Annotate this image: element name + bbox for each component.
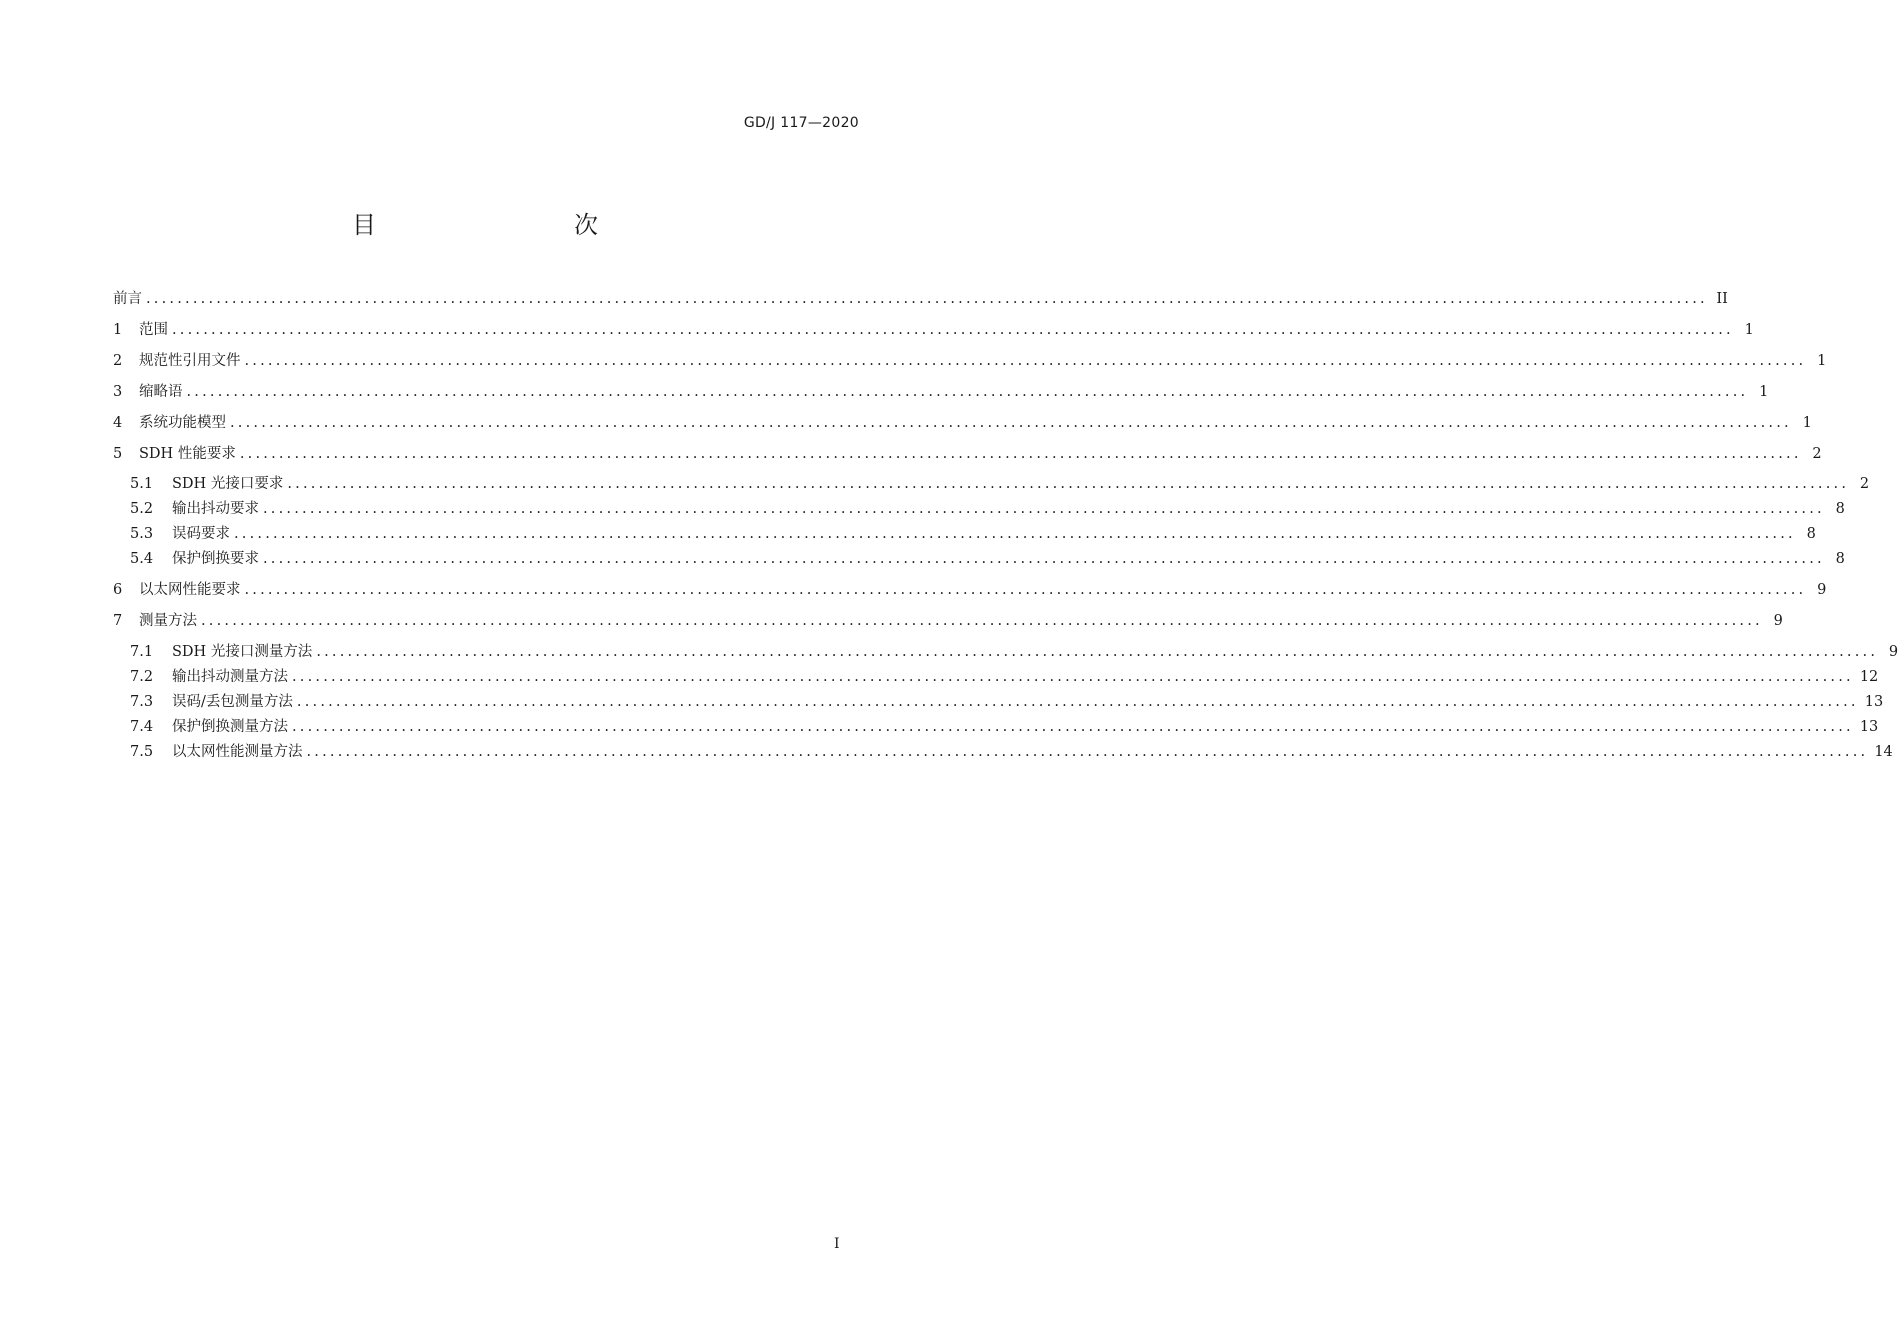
toc-entry-title: 测量方法 <box>139 613 197 629</box>
toc-leader-dots: ........................................................................................................................................................................................................ <box>244 582 1807 598</box>
toc-entry-title: SDH 光接口测量方法 <box>172 644 313 660</box>
toc-leader-dots: ........................................................................................................................................................................................................ <box>146 291 1708 307</box>
toc-entry-page: 9 <box>1817 582 1827 598</box>
toc-entry-number: 4 <box>113 415 123 431</box>
toc-entry-title: 规范性引用文件 <box>139 353 241 369</box>
toc-entry[interactable] <box>113 412 1812 434</box>
toc-entry-number: 7.1 <box>130 644 154 660</box>
toc-entry-title: 缩略语 <box>139 384 183 400</box>
toc-entry-number: 5.4 <box>130 551 154 567</box>
toc-leader-dots: ........................................................................................................................................................................................................ <box>263 551 1825 567</box>
toc-leader-dots: ........................................................................................................................................................................................................ <box>239 446 1802 462</box>
toc-entry[interactable] <box>130 548 1845 570</box>
toc-leader-dots: ........................................................................................................................................................................................................ <box>296 694 1859 710</box>
toc-entry-title: 前言 <box>113 291 142 307</box>
toc-entry-number: 7 <box>113 613 123 629</box>
toc-leader-dots: ........................................................................................................................................................................................................ <box>287 476 1850 492</box>
toc-entry-page: 13 <box>1864 694 1884 710</box>
toc-entry-page: 1 <box>1817 353 1827 369</box>
toc-entry-number: 2 <box>113 353 123 369</box>
toc-entry-page: 2 <box>1859 476 1870 492</box>
toc-entry-number: 5.3 <box>130 526 154 542</box>
toc-entry-number: 6 <box>113 582 123 598</box>
toc-entry-page: 1 <box>1759 384 1769 400</box>
toc-entry[interactable] <box>130 498 1845 520</box>
document-code: GD/J 117—2020 <box>743 115 859 131</box>
toc-entry[interactable] <box>130 641 1898 663</box>
toc-leader-dots: ........................................................................................................................................................................................................ <box>244 353 1807 369</box>
toc-entry-title: 保护倒换要求 <box>172 551 259 567</box>
toc-leader-dots: ........................................................................................................................................................................................................ <box>306 744 1869 760</box>
toc-entry-number: 5 <box>113 446 123 462</box>
toc-leader-dots: ........................................................................................................................................................................................................ <box>316 644 1879 660</box>
toc-entry-number: 1 <box>113 322 123 338</box>
toc-entry-page: 8 <box>1835 551 1845 567</box>
toc-entry-title: 误码要求 <box>172 526 230 542</box>
toc-entry-number: 7.4 <box>130 719 154 735</box>
toc-leader-dots: ........................................................................................................................................................................................................ <box>230 415 1792 431</box>
toc-entry-page: 1 <box>1744 322 1754 338</box>
toc-leader-dots: ........................................................................................................................................................................................................ <box>186 384 1749 400</box>
toc-entry[interactable] <box>113 381 1769 403</box>
toc-entry-number: 7.3 <box>130 694 154 710</box>
toc-entry-page: II <box>1716 291 1728 307</box>
toc-entry-page: 9 <box>1773 613 1783 629</box>
page-number: I <box>834 1236 840 1252</box>
toc-entry[interactable] <box>113 319 1754 341</box>
toc-entry[interactable] <box>113 610 1783 632</box>
toc-leader-dots: ........................................................................................................................................................................................................ <box>172 322 1734 338</box>
toc-entry-number: 3 <box>113 384 123 400</box>
toc-entry[interactable] <box>130 716 1879 738</box>
toc-entry[interactable] <box>130 741 1893 763</box>
toc-entry-title: SDH 光接口要求 <box>172 476 284 492</box>
toc-entry-number: 7.5 <box>130 744 154 760</box>
toc-entry-page: 9 <box>1888 644 1898 660</box>
toc-entry-title: 以太网性能测量方法 <box>172 744 303 760</box>
toc-entry-title: 误码/丢包测量方法 <box>172 694 293 710</box>
toc-entry[interactable] <box>130 691 1884 713</box>
toc-leader-dots: ........................................................................................................................................................................................................ <box>234 526 1796 542</box>
toc-leader-dots: ........................................................................................................................................................................................................ <box>292 719 1854 735</box>
toc-entry[interactable] <box>130 523 1816 545</box>
toc-entry[interactable] <box>113 443 1822 465</box>
toc-entry-title: SDH 性能要求 <box>139 446 236 462</box>
toc-entry[interactable] <box>113 579 1827 601</box>
toc-entry[interactable] <box>130 666 1879 688</box>
toc-entry-title: 系统功能模型 <box>139 415 226 431</box>
toc-title: 目 次 <box>352 211 648 239</box>
toc-entry-title: 以太网性能要求 <box>139 582 241 598</box>
toc-entry-number: 5.2 <box>130 501 154 517</box>
toc-entry-title: 保护倒换测量方法 <box>172 719 288 735</box>
toc-entry-title: 输出抖动测量方法 <box>172 669 288 685</box>
toc-entry-page: 8 <box>1835 501 1845 517</box>
toc-entry[interactable] <box>130 473 1870 495</box>
toc-entry-page: 2 <box>1812 446 1822 462</box>
toc-entry-page: 14 <box>1874 744 1893 760</box>
toc-entry-number: 5.1 <box>130 476 154 492</box>
toc-entry-number: 7.2 <box>130 669 154 685</box>
toc-entry-page: 8 <box>1806 526 1816 542</box>
toc-leader-dots: ........................................................................................................................................................................................................ <box>201 613 1763 629</box>
toc-leader-dots: ........................................................................................................................................................................................................ <box>263 501 1825 517</box>
toc-entry-page: 13 <box>1859 719 1879 735</box>
toc-entry-page: 1 <box>1802 415 1812 431</box>
toc-entry[interactable] <box>113 288 1728 310</box>
toc-entry-page: 12 <box>1859 669 1879 685</box>
toc-entry[interactable] <box>113 350 1827 372</box>
toc-entry-title: 范围 <box>139 322 168 338</box>
toc-leader-dots: ........................................................................................................................................................................................................ <box>292 669 1854 685</box>
toc-entry-title: 输出抖动要求 <box>172 501 259 517</box>
